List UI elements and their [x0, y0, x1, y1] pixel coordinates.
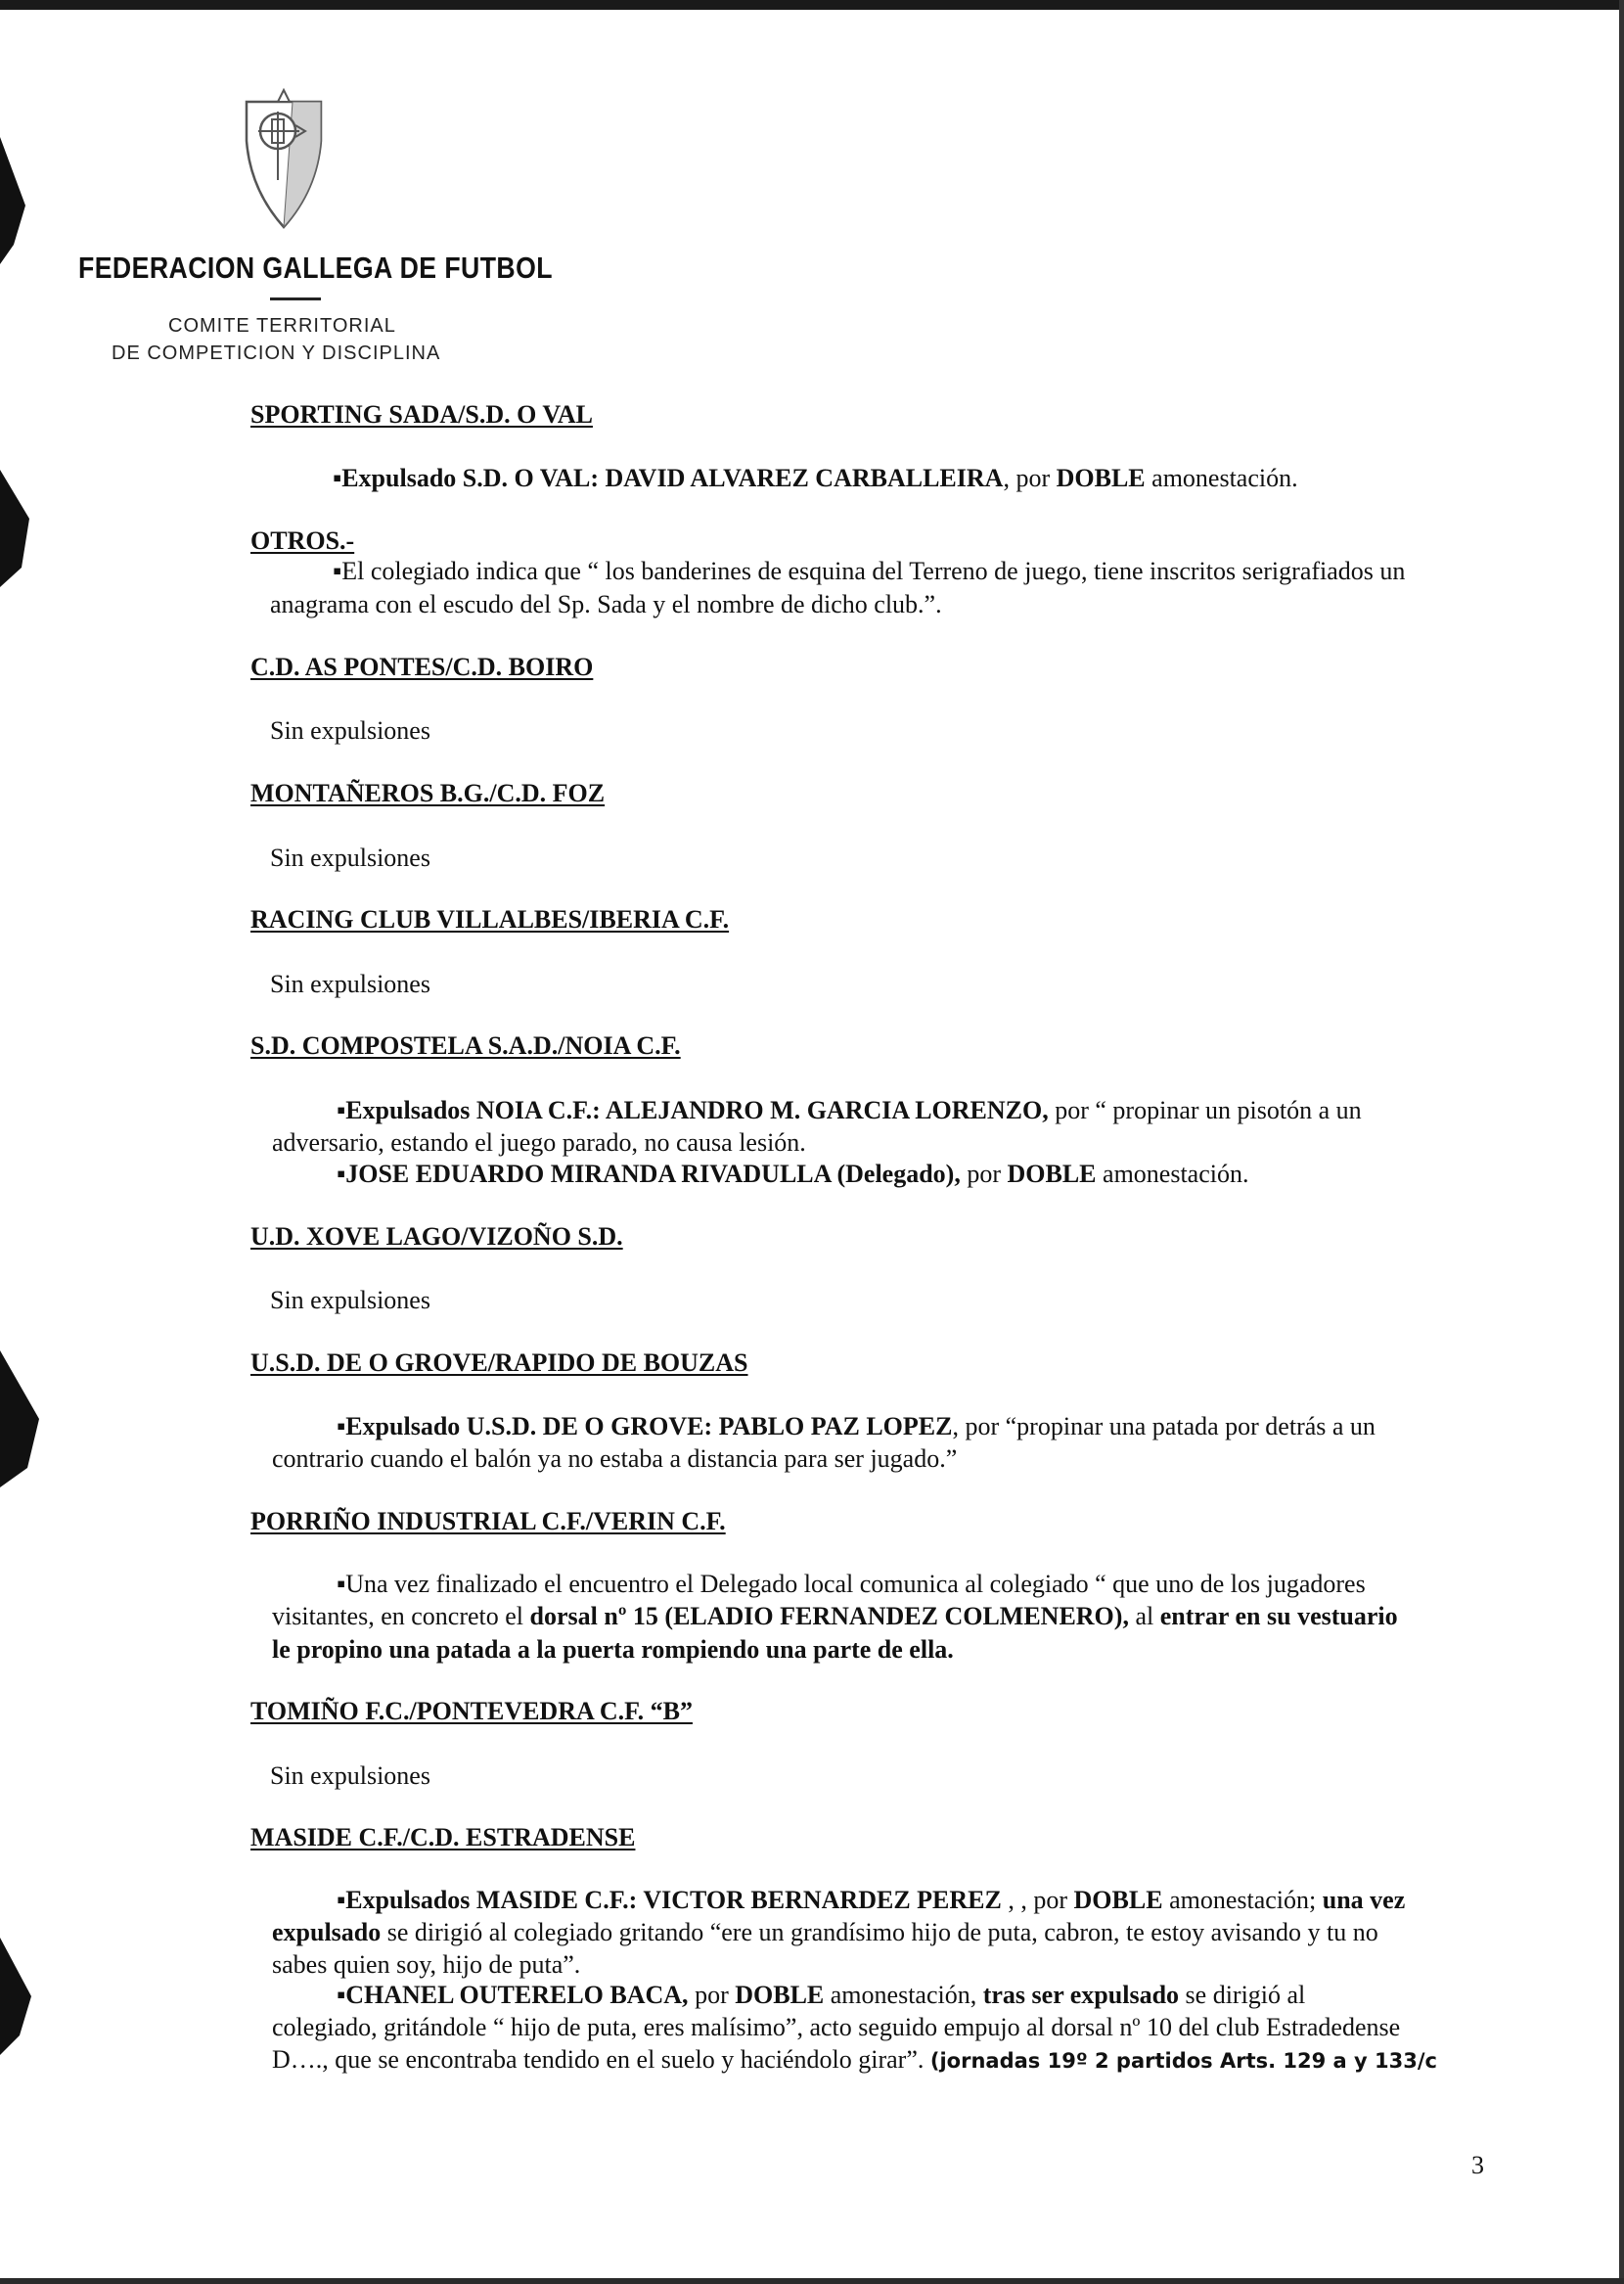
no-expulsions-text: Sin expulsiones — [270, 970, 430, 998]
bullet-icon: ▪ — [337, 1981, 346, 2009]
match-heading: MASIDE C.F./C.D. ESTRADENSE — [250, 1823, 636, 1851]
match-heading: S.D. COMPOSTELA S.A.D./NOIA C.F. — [250, 1031, 681, 1060]
match-heading: MONTAÑEROS B.G./C.D. FOZ — [250, 779, 606, 807]
bullet-icon: ▪ — [333, 557, 342, 585]
bullet-icon: ▪ — [337, 1096, 346, 1124]
sanction-line: ▪Expulsados MASIDE C.F.: VICTOR BERNARDEZ PEREZ , , por DOBLE amonestación; una vez — [337, 1886, 1406, 1914]
sanction-line: ▪JOSE EDUARDO MIRANDA RIVADULLA (Delegado), por DOBLE amonestación. — [337, 1160, 1249, 1188]
match-heading: RACING CLUB VILLALBES/IBERIA C.F. — [250, 905, 730, 934]
match-heading: SPORTING SADA/S.D. O VAL — [250, 400, 593, 429]
no-expulsions-text: Sin expulsiones — [270, 716, 430, 745]
match-heading: C.D. AS PONTES/C.D. BOIRO — [250, 653, 594, 681]
sanction-line: colegiado, gritándole “ hijo de puta, eres malísimo”, acto seguido empujo al dorsal nº 10 del club Estradedense — [272, 2013, 1401, 2041]
committee-line-2: DE COMPETICION Y DISCIPLINA — [112, 343, 441, 364]
match-heading: U.S.D. DE O GROVE/RAPIDO DE BOUZAS — [250, 1348, 748, 1377]
bullet-icon: ▪ — [337, 1570, 346, 1598]
bullet-icon: ▪ — [337, 1886, 346, 1914]
match-heading: TOMIÑO F.C./PONTEVEDRA C.F. “B” — [250, 1697, 693, 1725]
page-number: 3 — [1471, 2151, 1484, 2179]
match-heading: U.D. XOVE LAGO/VIZOÑO S.D. — [250, 1222, 623, 1251]
sanction-line: ▪Expulsado U.S.D. DE O GROVE: PABLO PAZ LOPEZ, por “propinar una patada por detrás a un — [337, 1412, 1376, 1440]
otros-heading: OTROS.- — [250, 526, 355, 555]
sanction-line: ▪Expulsado S.D. O VAL: DAVID ALVAREZ CARBALLEIRA, por DOBLE amonestación. — [333, 464, 1298, 492]
match-heading: PORRIÑO INDUSTRIAL C.F./VERIN C.F. — [250, 1507, 726, 1535]
bullet-icon: ▪ — [337, 1412, 346, 1440]
organization-name: FEDERACION GALLEGA DE FUTBOL — [78, 251, 553, 285]
note-line: anagrama con el escudo del Sp. Sada y el nombre de dicho club.”. — [270, 590, 942, 618]
sanction-line: contrario cuando el balón ya no estaba a distancia para ser jugado.” — [272, 1444, 958, 1473]
note-line: ▪El colegiado indica que “ los banderines de esquina del Terreno de juego, tiene inscritos serigrafiados un — [333, 557, 1406, 585]
committee-line-1: COMITE TERRITORIAL — [168, 315, 396, 337]
sanction-line: adversario, estando el juego parado, no causa lesión. — [272, 1128, 806, 1157]
no-expulsions-text: Sin expulsiones — [270, 1286, 430, 1314]
sanction-line: ▪CHANEL OUTERELO BACA, por DOBLE amonestación, tras ser expulsado se dirigió al — [337, 1981, 1306, 2009]
bullet-icon: ▪ — [337, 1160, 346, 1188]
incident-line: le propino una patada a la puerta rompiendo una parte de ella. — [272, 1635, 954, 1664]
sanction-line: sabes quien soy, hijo de puta”. — [272, 1950, 581, 1979]
incident-line: ▪Una vez finalizado el encuentro el Delegado local comunica al colegiado “ que uno de los jugadores — [337, 1570, 1366, 1598]
sanction-line: expulsado se dirigió al colegiado gritando “ere un grandísimo hijo de puta, cabron, te estoy avisando y tu no — [272, 1918, 1378, 1946]
no-expulsions-text: Sin expulsiones — [270, 844, 430, 872]
sanction-line: ▪Expulsados NOIA C.F.: ALEJANDRO M. GARCIA LORENZO, por “ propinar un pisotón a un — [337, 1096, 1362, 1124]
incident-line: visitantes, en concreto el dorsal nº 15 (ELADIO FERNANDEZ COLMENERO), al entrar en su vestuario — [272, 1602, 1398, 1630]
bullet-icon: ▪ — [333, 464, 342, 492]
sanction-line: D…., que se encontraba tendido en el suelo y haciéndolo girar”. (jornadas 19º 2 partidos Arts. 129 a y 133/c — [272, 2045, 1437, 2074]
no-expulsions-text: Sin expulsiones — [270, 1761, 430, 1790]
